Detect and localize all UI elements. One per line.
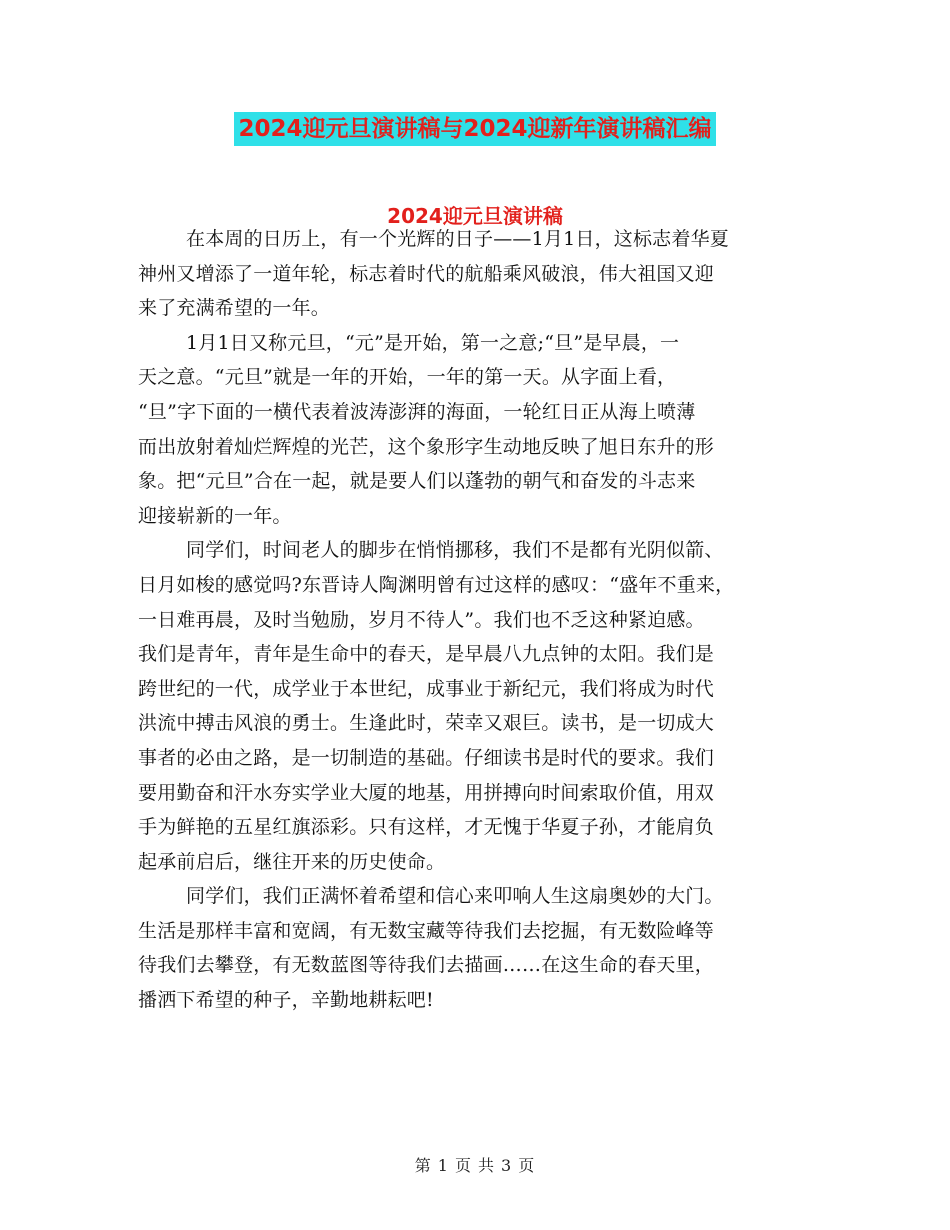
paragraph-line: 播洒下希望的种子，辛勤地耕耘吧!: [138, 989, 434, 1012]
paragraph-line: 同学们，时间老人的脚步在悄悄挪移，我们不是都有光阴似箭、: [186, 539, 724, 562]
paragraph-line: 一日难再晨，及时当勉励，岁月不待人”。我们也不乏这种紧迫感。: [138, 608, 705, 631]
footer-total-prefix: 共: [478, 1156, 496, 1175]
document-title-wrapper: [0, 112, 950, 146]
section-title: 2024迎元旦演讲稿: [387, 204, 563, 228]
paragraph-line: 象。把“元旦”合在一起，就是要人们以蓬勃的朝气和奋发的斗志来: [138, 470, 696, 493]
paragraph-line: 在本周的日历上，有一个光辉的日子——1月1日，这标志着华夏: [186, 228, 729, 250]
paragraph-line: 事者的必由之路，是一切制造的基础。仔细读书是时代的要求。我们: [138, 746, 715, 769]
paragraph-line: 待我们去攀登，有无数蓝图等待我们去描画……在这生命的春天里，: [138, 954, 715, 977]
footer-page-word: 页: [454, 1156, 472, 1175]
footer-total-pages: 3: [501, 1156, 513, 1175]
document-body: [138, 222, 818, 1018]
paragraph-line: 神州又增添了一道年轮，标志着时代的航船乘风破浪，伟大祖国又迎: [138, 262, 715, 285]
paragraph-line: 我们是青年，青年是生命中的春天，是早晨八九点钟的太阳。我们是: [138, 643, 715, 666]
paragraph-line: 手为鲜艳的五星红旗添彩。只有这样，才无愧于华夏子孙，才能肩负: [138, 816, 715, 839]
paragraph-line: 要用勤奋和汗水夯实学业大厦的地基，用拼搏向时间索取价值，用双: [138, 781, 715, 804]
page-footer: [0, 1153, 950, 1176]
footer-prefix: 第: [414, 1156, 432, 1175]
paragraph-line: 日月如梭的感觉吗?东晋诗人陶渊明曾有过这样的感叹：“盛年不重来，: [138, 573, 735, 596]
paragraph-line: 1月1日又称元旦，“元”是开始，第一之意;“旦”是早晨，一: [186, 331, 680, 354]
paragraph-line: 跨世纪的一代，成学业于本世纪，成事业于新纪元，我们将成为时代: [138, 677, 715, 700]
paragraph-line: 洪流中搏击风浪的勇士。生逢此时，荣幸又艰巨。读书，是一切成大: [138, 712, 715, 735]
paragraph-line: 来了充满希望的一年。: [138, 297, 331, 320]
paragraph-line: 而出放射着灿烂辉煌的光芒，这个象形字生动地反映了旭日东升的形: [138, 435, 715, 458]
paragraph-line: 同学们，我们正满怀着希望和信心来叩响人生这扇奥妙的大门。: [186, 885, 724, 908]
footer-page-number: 1: [437, 1156, 449, 1175]
paragraph-line: 起承前启后，继往开来的历史使命。: [138, 850, 446, 873]
footer-suffix: 页: [518, 1156, 536, 1175]
paragraph-line: 迎接崭新的一年。: [138, 504, 292, 527]
document-title: 2024迎元旦演讲稿与2024迎新年演讲稿汇编: [234, 112, 715, 146]
paragraph-line: 天之意。“元旦”就是一年的开始，一年的第一天。从字面上看，: [138, 366, 677, 389]
paragraph-line: “旦”字下面的一横代表着波涛澎湃的海面，一轮红日正从海上喷薄: [138, 400, 696, 423]
paragraph-line: 生活是那样丰富和宽阔，有无数宝藏等待我们去挖掘，有无数险峰等: [138, 919, 715, 942]
